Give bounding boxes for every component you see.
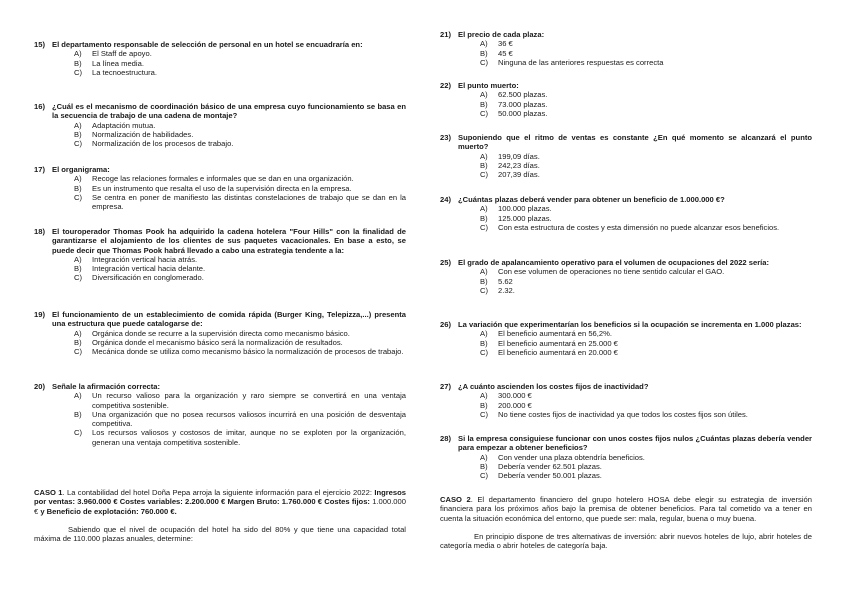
question-text: La variación que experimentarían los beneficios si la ocupación se incrementa en 1.000 plazas: xyxy=(458,320,802,329)
question-25 xyxy=(440,258,812,295)
option-a: A) El Staff de apoyo. xyxy=(74,49,152,59)
question-24 xyxy=(440,195,812,232)
option-b: B) El beneficio aumentará en 25.000 € xyxy=(480,338,618,348)
option-c: C) Normalización de los procesos de trabajo. xyxy=(74,139,234,149)
question-18 xyxy=(34,227,406,283)
question-21 xyxy=(440,30,812,67)
question-text: El funcionamiento de un establecimiento de comida rápida (Burger King, Telepizza,...) presenta una estructura que puede catalogarse de: xyxy=(52,310,406,329)
case-1-paragraph: Sabiendo que el nivel de ocupación del hotel ha sido del 80% y que tiene una capacidad total máxima de 110.000 plazas anuales, determine: xyxy=(34,524,406,544)
option-a: A) Adaptación mutua. xyxy=(74,120,156,130)
option-c: C) Mecánica donde se utiliza como mecanismo básico la normalización de procesos de trabajo. xyxy=(74,347,404,357)
option-b: B) 242,23 días. xyxy=(480,160,540,170)
question-number: 23) xyxy=(440,133,451,142)
option-c: C) 50.000 plazas. xyxy=(480,108,548,118)
option-a: A) El beneficio aumentará en 56,2%. xyxy=(480,329,612,339)
option-c: C) El beneficio aumentará en 20.000 € xyxy=(480,347,618,357)
question-text: Si la empresa consiguiese funcionar con unos costes fijos nulos ¿Cuántas plazas debería vender para empezar a obtener beneficios? xyxy=(458,434,812,453)
case-2: CASO 2. El departamento financiero del grupo hotelero HOSA debe elegir su estrategia de inversión financiera para los próximos años bajo la premisa de obtener beneficios. Para tal cometido va a tener en cuenta la situación económica del entorno, que puede ser: mala, regular, buena o muy buena. En principio dispone de tres alternativas de inversión: abrir nuevos hoteles de lujo, abrir hoteles de categoría media o abrir hoteles de categoría baja. xyxy=(440,495,812,551)
question-28 xyxy=(440,434,812,480)
question-number: 25) xyxy=(440,258,451,267)
option-b: B) 5.62 xyxy=(480,276,513,286)
question-27 xyxy=(440,382,812,419)
question-text: El touroperador Thomas Pook ha adquirido la cadena hotelera "Four Hills" con la finalidad de garantizarse el alojamiento de los clientes de sus paquetes vacacionales. En base a esto, se puede decir que Thomas Pook habrá llevado a cabo una estrategia tendente a la: xyxy=(52,227,406,255)
option-c: C) Diversificación en conglomerado. xyxy=(74,273,204,283)
question-23 xyxy=(440,133,812,179)
question-text: Señale la afirmación correcta: xyxy=(52,382,161,391)
question-text: ¿Cuál es el mecanismo de coordinación básico de una empresa cuyo funcionamiento se basa en la secuencia de trabajo de una cadena de montaje? xyxy=(52,102,406,121)
option-a: A) Orgánica donde se recurre a la supervisión directa como mecanismo básico. xyxy=(74,328,350,338)
option-b: B) La línea media. xyxy=(74,58,144,68)
option-a: A) Un recurso valioso para la organización y raro siempre se convertirá en una ventaja competitiva sostenible. xyxy=(74,391,406,410)
option-b: B) Orgánica donde el mecanismo básico será la normalización de resultados. xyxy=(74,337,343,347)
case-label: CASO 2 xyxy=(440,495,471,504)
question-text: Suponiendo que el ritmo de ventas es constante ¿En qué momento se alcanzará el punto muerto? xyxy=(458,133,812,152)
question-number: 26) xyxy=(440,320,451,329)
question-number: 15) xyxy=(34,40,45,49)
option-b: B) Integración vertical hacia delante. xyxy=(74,264,206,274)
option-a: A) 100.000 plazas. xyxy=(480,204,552,214)
option-b: B) Una organización que no posea recursos valiosos incurrirá en una posición de desventaja competitiva. xyxy=(74,409,406,429)
question-number: 20) xyxy=(34,382,45,391)
option-b: B) 200.000 € xyxy=(480,400,532,410)
option-c: C) Debería vender 50.001 plazas. xyxy=(480,471,602,481)
question-19 xyxy=(34,310,406,356)
option-b: B) 45 € xyxy=(480,48,513,58)
option-c: C) 2.32. xyxy=(480,285,515,295)
option-b: B) Es un instrumento que resalta el uso de la supervisión directa en la empresa. xyxy=(74,183,352,193)
question-number: 16) xyxy=(34,102,45,111)
question-text: El organigrama: xyxy=(52,165,110,174)
question-17 xyxy=(34,165,406,211)
question-26 xyxy=(440,320,812,357)
question-16 xyxy=(34,102,406,148)
question-text: ¿A cuánto ascienden los costes fijos de inactividad? xyxy=(458,382,649,391)
question-20 xyxy=(34,382,406,447)
option-a: A) Con vender una plaza obtendría beneficios. xyxy=(480,452,645,462)
option-c: C) La tecnoestructura. xyxy=(74,67,158,77)
question-22 xyxy=(440,81,812,118)
question-15 xyxy=(34,40,406,77)
option-c: C) Ninguna de las anteriores respuestas es correcta xyxy=(480,57,664,67)
option-b: B) 73.000 plazas. xyxy=(480,99,548,109)
option-a: A) Recoge las relaciones formales e informales que se dan en una organización. xyxy=(74,174,354,184)
option-c: C) Se centra en poner de manifiesto las distintas constelaciones de trabajo que se dan en la empresa. xyxy=(74,192,406,212)
question-text: ¿Cuántas plazas deberá vender para obtener un beneficio de 1.000.000 €? xyxy=(458,195,725,204)
option-a: A) 36 € xyxy=(480,39,513,49)
option-c: C) No tiene costes fijos de inactividad ya que todos los costes fijos son útiles. xyxy=(480,409,748,419)
question-text: El punto muerto: xyxy=(458,81,519,90)
option-c: C) 207,39 días. xyxy=(480,170,540,180)
option-c: C) Los recursos valiosos y costosos de imitar, aunque no se exploten por la organización, generan una ventaja competitiva sostenible. xyxy=(74,428,406,447)
option-a: A) Integración vertical hacia atrás. xyxy=(74,254,198,264)
question-text: El precio de cada plaza: xyxy=(458,30,545,39)
question-number: 28) xyxy=(440,434,451,443)
option-a: A) Con ese volumen de operaciones no tiene sentido calcular el GAO. xyxy=(480,267,725,277)
question-number: 22) xyxy=(440,81,451,90)
question-number: 18) xyxy=(34,227,45,236)
option-b: B) 125.000 plazas. xyxy=(480,213,552,223)
option-c: C) Con esta estructura de costes y esta dimensión no puede alcanzar esos beneficios. xyxy=(480,222,780,232)
option-a: A) 300.000 € xyxy=(480,391,532,401)
question-number: 27) xyxy=(440,382,451,391)
case-1: CASO 1. La contabilidad del hotel Doña Pepa arroja la siguiente información para el ejercicio 2022: Ingresos por ventas: 3.960.000 € Costes variables: 2.200.000 € Margen Bruto: 1.760.000 € Costes fijos: 1.000.000 € y Beneficio de explotación: 760.000 €. Sabiendo que el nivel de ocupación del hotel ha sido del 80% y que tiene una capacidad total máxima de 110.000 plazas anuales, determine: xyxy=(34,488,406,544)
question-number: 21) xyxy=(440,30,451,39)
option-b: B) Debería vender 62.501 plazas. xyxy=(480,461,602,471)
case-label: CASO 1 xyxy=(34,488,63,497)
question-number: 19) xyxy=(34,310,45,319)
question-number: 17) xyxy=(34,165,45,174)
case-2-paragraph: En principio dispone de tres alternativas de inversión: abrir nuevos hoteles de lujo, abrir hoteles de categoría media o abrir hoteles de categoría baja. xyxy=(440,531,812,551)
option-b: B) Normalización de habilidades. xyxy=(74,129,194,139)
question-text: El departamento responsable de selección de personal en un hotel se encuadraría en: xyxy=(52,40,363,49)
option-a: A) 199,09 días. xyxy=(480,151,540,161)
question-number: 24) xyxy=(440,195,451,204)
question-text: El grado de apalancamiento operativo para el volumen de ocupaciones del 2022 sería: xyxy=(458,258,770,267)
option-a: A) 62.500 plazas. xyxy=(480,90,548,100)
